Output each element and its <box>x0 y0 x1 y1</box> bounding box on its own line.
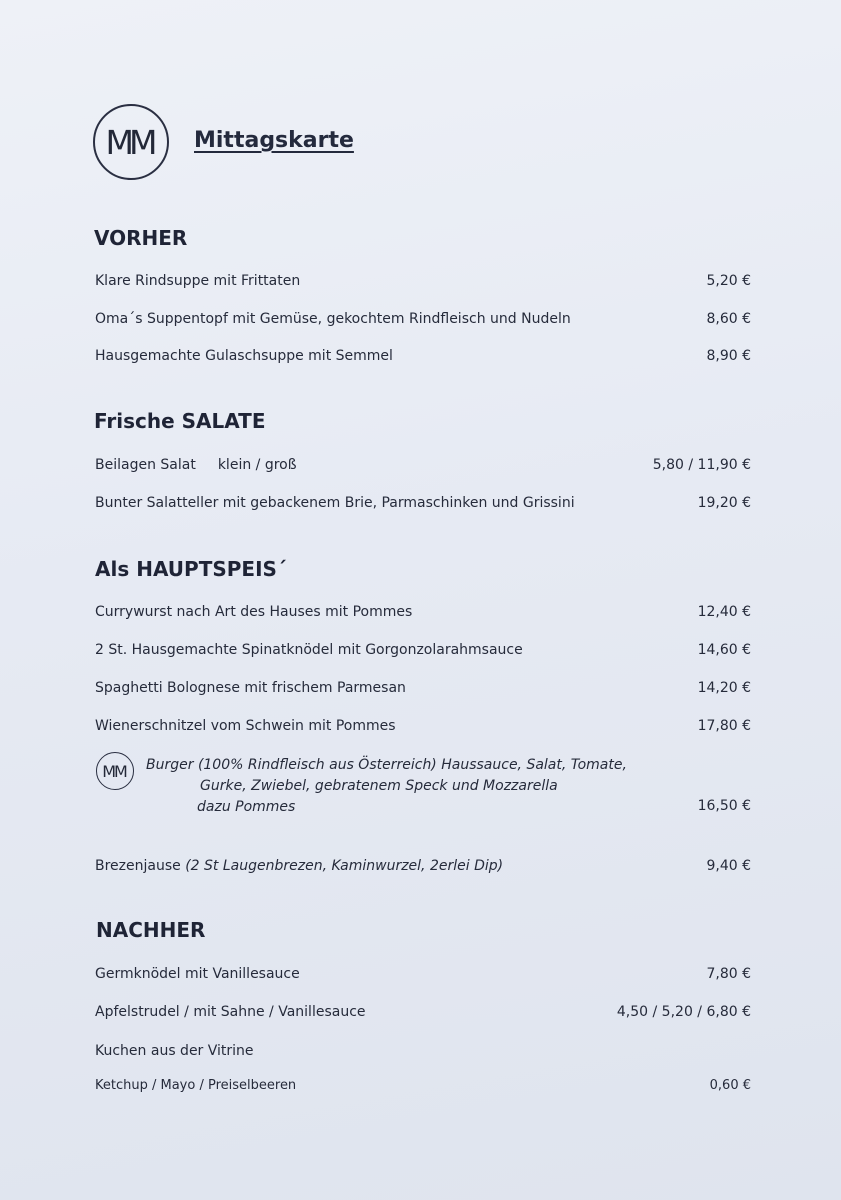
item-name: Spaghetti Bolognese mit frischem Parmesan <box>95 680 406 696</box>
item-name: Klare Rindsuppe mit Frittaten <box>95 273 301 289</box>
item-price: 5,20 € <box>706 273 751 289</box>
menu-item <box>95 1078 751 1098</box>
item-price: 8,60 € <box>706 311 751 327</box>
burger-price-row <box>95 798 751 818</box>
item-name: Wienerschnitzel vom Schwein mit Pommes <box>95 718 396 734</box>
menu-item <box>95 642 751 662</box>
restaurant-logo: MM <box>93 104 169 180</box>
item-price: 14,20 € <box>697 680 751 696</box>
item-price: 12,40 € <box>697 604 751 620</box>
menu-item <box>95 966 751 986</box>
item-price: 19,20 € <box>697 495 751 511</box>
item-price: 8,90 € <box>706 348 751 364</box>
page-title: Mittagskarte <box>194 128 354 153</box>
burger-description-line-2: Gurke, Zwiebel, gebratenem Speck und Mozzarella <box>200 778 558 794</box>
menu-item <box>95 604 751 624</box>
section-heading-hauptspeis: Als HAUPTSPEIS´ <box>95 557 287 581</box>
item-name: 2 St. Hausgemachte Spinatknödel mit Gorgonzolarahmsauce <box>95 642 523 658</box>
menu-item <box>95 273 751 293</box>
burger-description-line-3: dazu Pommes <box>197 799 296 815</box>
item-name: Ketchup / Mayo / Preiselbeeren <box>95 1078 297 1093</box>
menu-item <box>95 858 751 878</box>
item-name <box>95 457 297 473</box>
menu-item <box>95 1004 751 1024</box>
item-name-text: Brezenjause <box>95 858 181 874</box>
burger-description-line-1: Burger (100% Rindfleisch aus Österreich) Haussauce, Salat, Tomate, <box>146 757 627 773</box>
item-name: Currywurst nach Art des Hauses mit Pommes <box>95 604 413 620</box>
menu-item <box>95 348 751 368</box>
item-price: 9,40 € <box>706 858 751 874</box>
item-name: Germknödel mit Vanillesauce <box>95 966 300 982</box>
item-name: Hausgemachte Gulaschsuppe mit Semmel <box>95 348 393 364</box>
item-name: Kuchen aus der Vitrine <box>95 1043 254 1059</box>
menu-item <box>95 1043 751 1063</box>
item-name: Bunter Salatteller mit gebackenem Brie, Parmaschinken und Grissini <box>95 495 575 511</box>
item-price: 7,80 € <box>706 966 751 982</box>
item-name <box>95 858 503 874</box>
section-heading-nachher: NACHHER <box>96 918 206 942</box>
item-name: Oma´s Suppentopf mit Gemüse, gekochtem Rindfleisch und Nudeln <box>95 311 571 327</box>
item-price: 14,60 € <box>697 642 751 658</box>
item-price: 5,80 / 11,90 € <box>652 457 751 473</box>
menu-item <box>95 457 751 477</box>
item-price: 0,60 € <box>709 1078 751 1093</box>
menu-item <box>95 718 751 738</box>
section-heading-vorher: VORHER <box>94 226 188 250</box>
item-name-text: Beilagen Salat <box>95 457 196 473</box>
house-special-logo: MM <box>96 752 134 790</box>
item-size: klein / groß <box>217 457 297 473</box>
menu-item <box>95 311 751 331</box>
section-heading-salate: Frische SALATE <box>94 409 266 433</box>
item-price: 17,80 € <box>697 718 751 734</box>
item-detail: (2 St Laugenbrezen, Kaminwurzel, 2erlei Dip) <box>185 858 504 874</box>
item-price: 4,50 / 5,20 / 6,80 € <box>616 1004 751 1020</box>
item-name: Apfelstrudel / mit Sahne / Vanillesauce <box>95 1004 366 1020</box>
item-price: 16,50 € <box>697 798 751 814</box>
menu-item <box>95 495 751 515</box>
menu-item <box>95 680 751 700</box>
